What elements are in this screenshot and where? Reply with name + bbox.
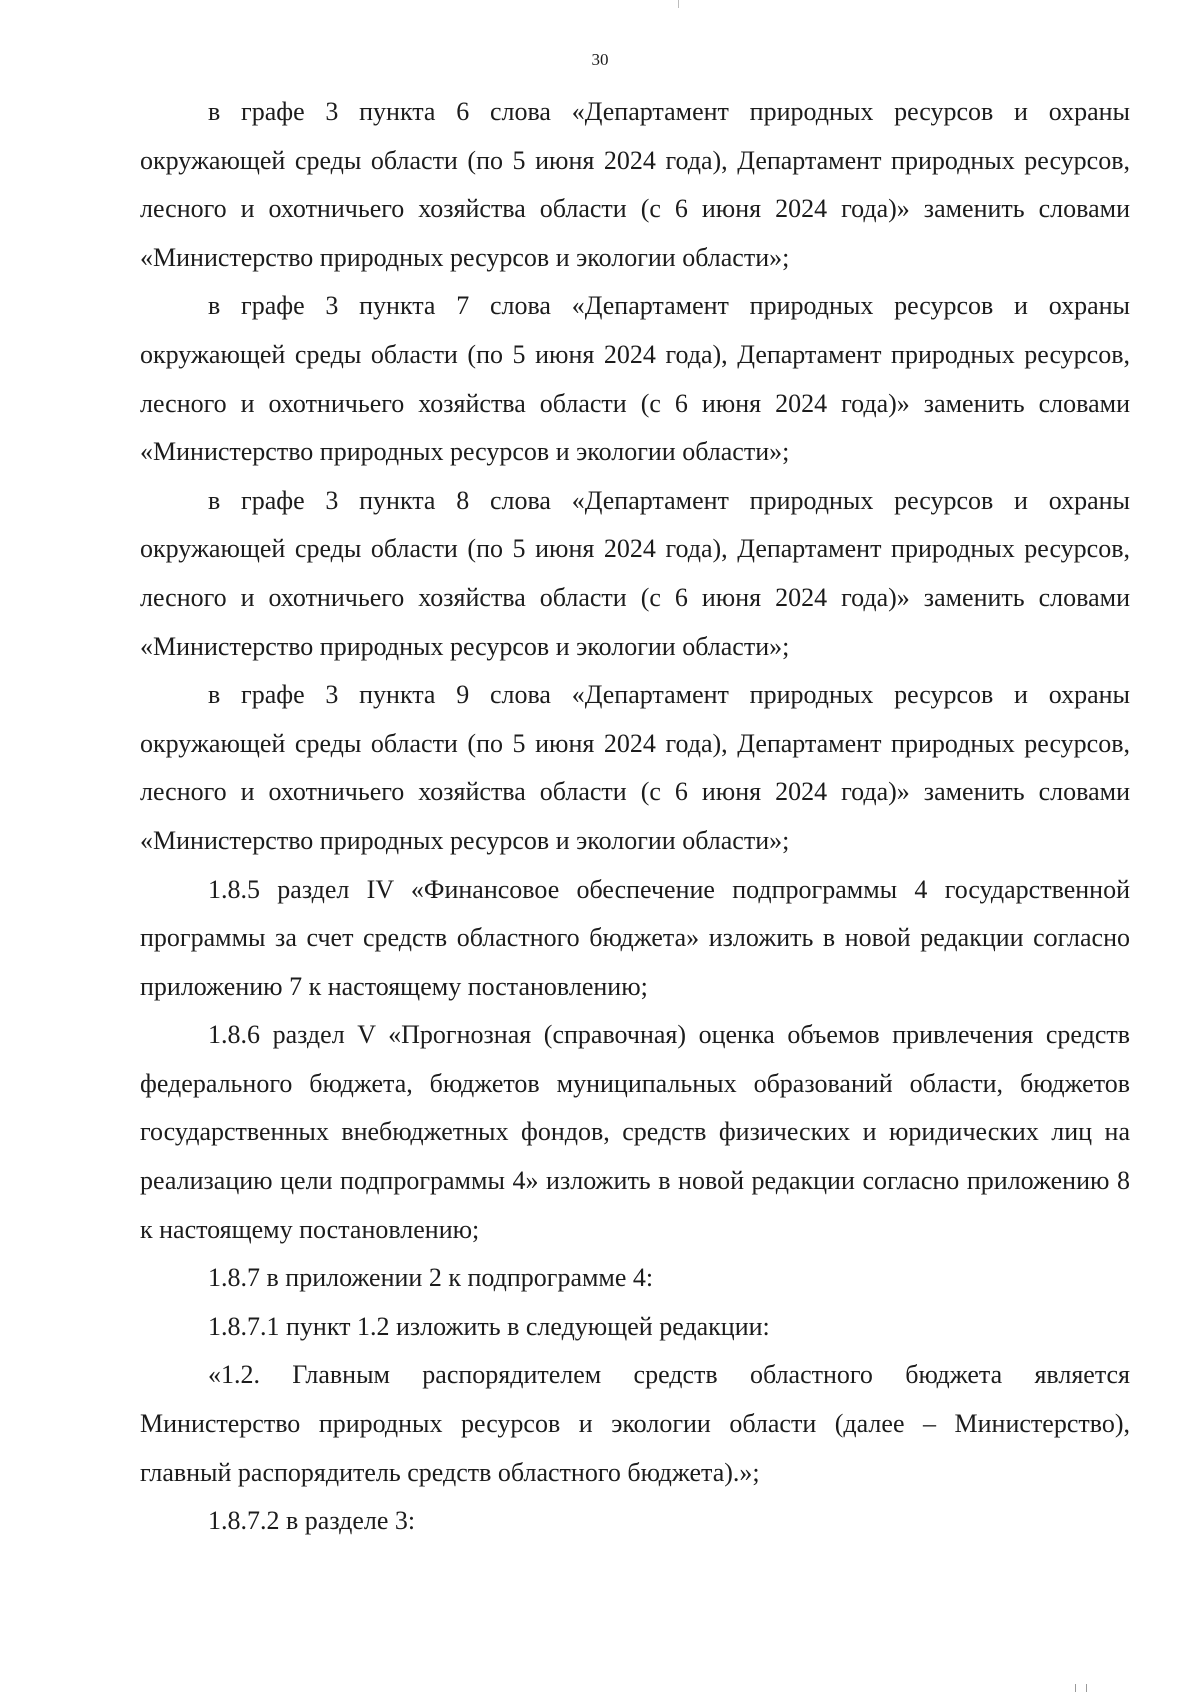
paragraph-1-8-7-1: 1.8.7.1 пункт 1.2 изложить в следующей редакции:	[208, 1311, 770, 1341]
page-number: 30	[591, 50, 609, 69]
document-body	[140, 88, 1130, 1546]
paragraph-1-8-7: 1.8.7 в приложении 2 к подпрограмме 4:	[208, 1263, 654, 1293]
paragraph-column3-item8: в графе 3 пункта 8 слова «Департамент природных ресурсов и охраны окружающей среды области (по 5 июня 2024 года), Департамент природных ресурсов, лесного и охотничьего хозяйства области (с 6 июня 2024 года)» заменить словами «Министерство природных ресурсов и экологии области»;	[140, 485, 1130, 661]
paragraph-column3-item7: в графе 3 пункта 7 слова «Департамент природных ресурсов и охраны окружающей среды области (по 5 июня 2024 года), Департамент природных ресурсов, лесного и охотничьего хозяйства области (с 6 июня 2024 года)» заменить словами «Министерство природных ресурсов и экологии области»;	[140, 291, 1130, 467]
paragraph-1-8-6: 1.8.6 раздел V «Прогнозная (справочная) оценка объемов привлечения средств федерального бюджета, бюджетов муниципальных образований области, бюджетов государственных внебюджетных фондов, средств физических и юридических лиц на реализацию цели подпрограммы 4» изложить в новой редакции согласно приложению 8 к настоящему постановлению;	[140, 1020, 1130, 1244]
scan-artifact-bottom-right	[1075, 1684, 1087, 1692]
paragraph-quoted-item-1-2: «1.2. Главным распорядителем средств областного бюджета является Министерство природных ресурсов и экологии области (далее – Министерство), главный распорядитель средств областного бюджета).»;	[140, 1360, 1130, 1487]
paragraph-1-8-5: 1.8.5 раздел IV «Финансовое обеспечение подпрограммы 4 государственной программы за счет средств областного бюджета» изложить в новой редакции согласно приложению 7 к настоящему постановлению;	[140, 874, 1130, 1001]
paragraph-column3-item9: в графе 3 пункта 9 слова «Департамент природных ресурсов и охраны окружающей среды области (по 5 июня 2024 года), Департамент природных ресурсов, лесного и охотничьего хозяйства области (с 6 июня 2024 года)» заменить словами «Министерство природных ресурсов и экологии области»;	[140, 680, 1130, 855]
paragraph-column3-item6: в графе 3 пункта 6 слова «Департамент природных ресурсов и охраны окружающей среды области (по 5 июня 2024 года), Департамент природных ресурсов, лесного и охотничьего хозяйства области (с 6 июня 2024 года)» заменить словами «Министерство природных ресурсов и экологии области»;	[140, 97, 1130, 272]
paragraph-1-8-7-2: 1.8.7.2 в разделе 3:	[208, 1506, 416, 1536]
scan-artifact-top	[678, 0, 679, 8]
